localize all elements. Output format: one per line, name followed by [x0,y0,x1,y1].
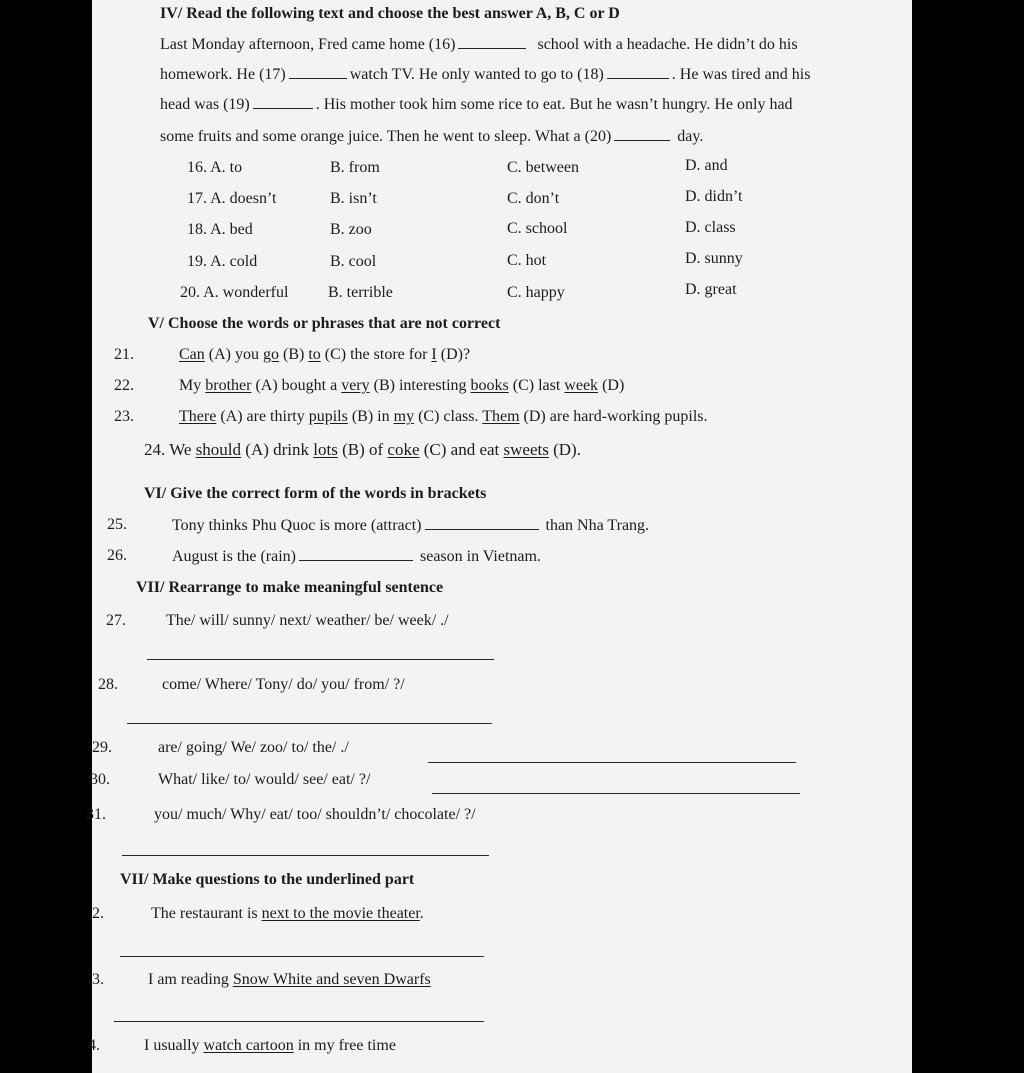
option-d[interactable]: D. class [685,219,736,236]
answer-line-31[interactable] [122,855,489,856]
option-a[interactable]: 16. A. to [187,159,243,176]
question-text: My [179,377,206,394]
question-31: you/ much/ Why/ eat/ too/ shouldn’t/ chocolate/ ?/ [154,806,476,823]
question-text: (B) in [347,408,394,425]
question-text: (B) of [337,440,388,459]
question-27: The/ will/ sunny/ next/ weather/ be/ week/ ./ [166,612,449,629]
question-number: 21. [114,346,134,363]
section-v-heading: V/ Choose the words or phrases that are not correct [148,315,501,332]
answer-blank-20[interactable] [614,126,670,141]
underlined-word: sweets [503,440,549,459]
answer-blank-26[interactable] [299,546,413,561]
underlined-word: lots [313,440,338,459]
answer-line-30[interactable] [432,793,800,794]
question-text: (D) [598,377,625,394]
underlined-word: brother [205,377,252,394]
underlined-word: coke [387,440,420,459]
underlined-word: very [341,377,370,394]
answer-line-33[interactable] [114,1021,484,1022]
question-text: (C) the store for [320,346,432,363]
underlined-word: pupils [308,408,348,425]
passage-text: . His mother took him some rice to eat. But he wasn’t hungry. He only had [315,96,793,113]
question-number: 29. [92,739,112,756]
section-iv-heading: IV/ Read the following text and choose the best answer A, B, C or D [160,5,620,22]
question-text: I usually [144,1037,204,1054]
question-23 [179,407,708,427]
passage-text: head was (19) [160,96,250,113]
question-number: 27. [106,612,126,629]
option-d[interactable]: D. and [685,157,728,174]
question-text: I am reading [148,971,233,988]
question-text: . [419,905,424,922]
option-d[interactable]: D. great [685,281,737,298]
passage-text: some fruits and some orange juice. Then he went to sleep. What a (20) [160,128,612,145]
question-text: (A) bought a [251,377,342,394]
question-number: 25. [107,516,127,533]
question-number: 31. [86,806,106,823]
option-b[interactable]: B. terrible [328,284,393,301]
question-number: 23. [114,408,134,425]
passage-line-3 [160,94,793,115]
option-d[interactable]: D. sunny [685,250,743,267]
question-text: (B) interesting [369,377,471,394]
underlined-word: my [393,408,415,425]
question-text: (A) drink [241,440,314,459]
answer-line-27[interactable] [147,659,494,660]
question-number: 22. [114,377,134,394]
question-text: in my free time [293,1037,396,1054]
option-b[interactable]: B. zoo [330,221,372,238]
passage-text: homework. He (17) [160,66,286,83]
underlined-word: week [564,377,599,394]
underlined-word: should [195,440,242,459]
passage-text: . He was tired and his [671,66,811,83]
question-number: 3. [92,971,104,988]
question-text: (D)? [436,346,471,363]
question-33 [148,970,431,990]
option-c[interactable]: C. hot [507,252,547,269]
question-number: 26. [107,547,127,564]
answer-blank-18[interactable] [607,64,669,79]
question-number: 28. [98,676,118,693]
question-24 [144,440,581,460]
option-d[interactable]: D. didn’t [685,188,743,205]
underlined-word: I [431,346,437,363]
question-number: 4. [88,1037,100,1054]
answer-blank-17[interactable] [289,64,347,79]
passage-line-2 [160,64,810,85]
question-30: What/ like/ to/ would/ see/ eat/ ?/ [158,771,371,788]
option-b[interactable]: B. isn’t [330,190,377,207]
question-text: 24. We [144,440,196,459]
passage-text: watch TV. He only wanted to go to (18) [349,66,604,83]
passage-text: Last Monday afternoon, Fred came home (16) [160,36,456,53]
option-a[interactable]: 18. A. bed [187,221,253,238]
answer-line-32[interactable] [120,956,484,957]
question-21 [179,345,470,365]
option-a[interactable]: 17. A. doesn’t [187,190,277,207]
question-text: (C) class. [414,408,483,425]
passage-line-4 [160,126,703,147]
question-34 [144,1036,396,1056]
answer-blank-16[interactable] [458,34,526,49]
option-c[interactable]: C. happy [507,284,565,301]
section-vii-heading: VII/ Rearrange to make meaningful sentence [136,579,444,596]
question-29: are/ going/ We/ zoo/ to/ the/ ./ [158,739,349,756]
question-number: 30. [90,771,110,788]
worksheet-page [86,0,912,1073]
question-28: come/ Where/ Tony/ do/ you/ from/ ?/ [162,676,405,693]
option-c[interactable]: C. between [507,159,579,176]
question-22 [179,376,624,396]
question-text: (B) [279,346,309,363]
question-text: than Nha Trang. [545,517,650,534]
underlined-part: watch cartoon [203,1037,294,1054]
underlined-part: Snow White and seven Dwarfs [232,971,431,988]
option-c[interactable]: C. school [507,220,568,237]
option-b[interactable]: B. from [330,159,380,176]
option-b[interactable]: B. cool [330,253,377,270]
question-text: The restaurant is [151,905,262,922]
answer-blank-25[interactable] [425,515,539,530]
answer-blank-19[interactable] [253,94,313,109]
question-text: (A) are thirty [216,408,309,425]
option-a[interactable]: 19. A. cold [187,253,258,270]
answer-line-28[interactable] [127,723,492,724]
underlined-word: to [308,346,321,363]
question-text: August is the (rain) [172,548,296,565]
passage-text: day. [677,128,704,145]
question-text: Tony thinks Phu Quoc is more (attract) [172,517,422,534]
underlined-word: books [470,377,509,394]
option-c[interactable]: C. don’t [507,190,560,207]
answer-line-29[interactable] [428,762,796,763]
passage-text: school with a headache. He didn’t do his [537,36,798,53]
underlined-word: There [179,408,217,425]
question-text: (C) last [508,377,565,394]
passage-line-1 [160,34,798,55]
question-25 [172,515,649,536]
question-32 [151,904,424,924]
question-number: 2. [92,905,104,922]
question-text: season in Vietnam. [419,548,541,565]
question-text: (D) are hard-working pupils. [519,408,708,425]
underlined-word: Them [482,408,520,425]
underlined-word: Can [179,346,205,363]
section-viii-heading: VII/ Make questions to the underlined part [120,871,415,888]
underlined-word: go [263,346,279,363]
option-a[interactable]: 20. A. wonderful [180,284,289,301]
underlined-part: next to the movie theater [261,905,420,922]
section-vi-heading: VI/ Give the correct form of the words in brackets [144,485,487,502]
question-26 [172,546,541,567]
question-text: (C) and eat [419,440,504,459]
question-text: (A) you [204,346,263,363]
question-text: (D). [548,440,581,459]
